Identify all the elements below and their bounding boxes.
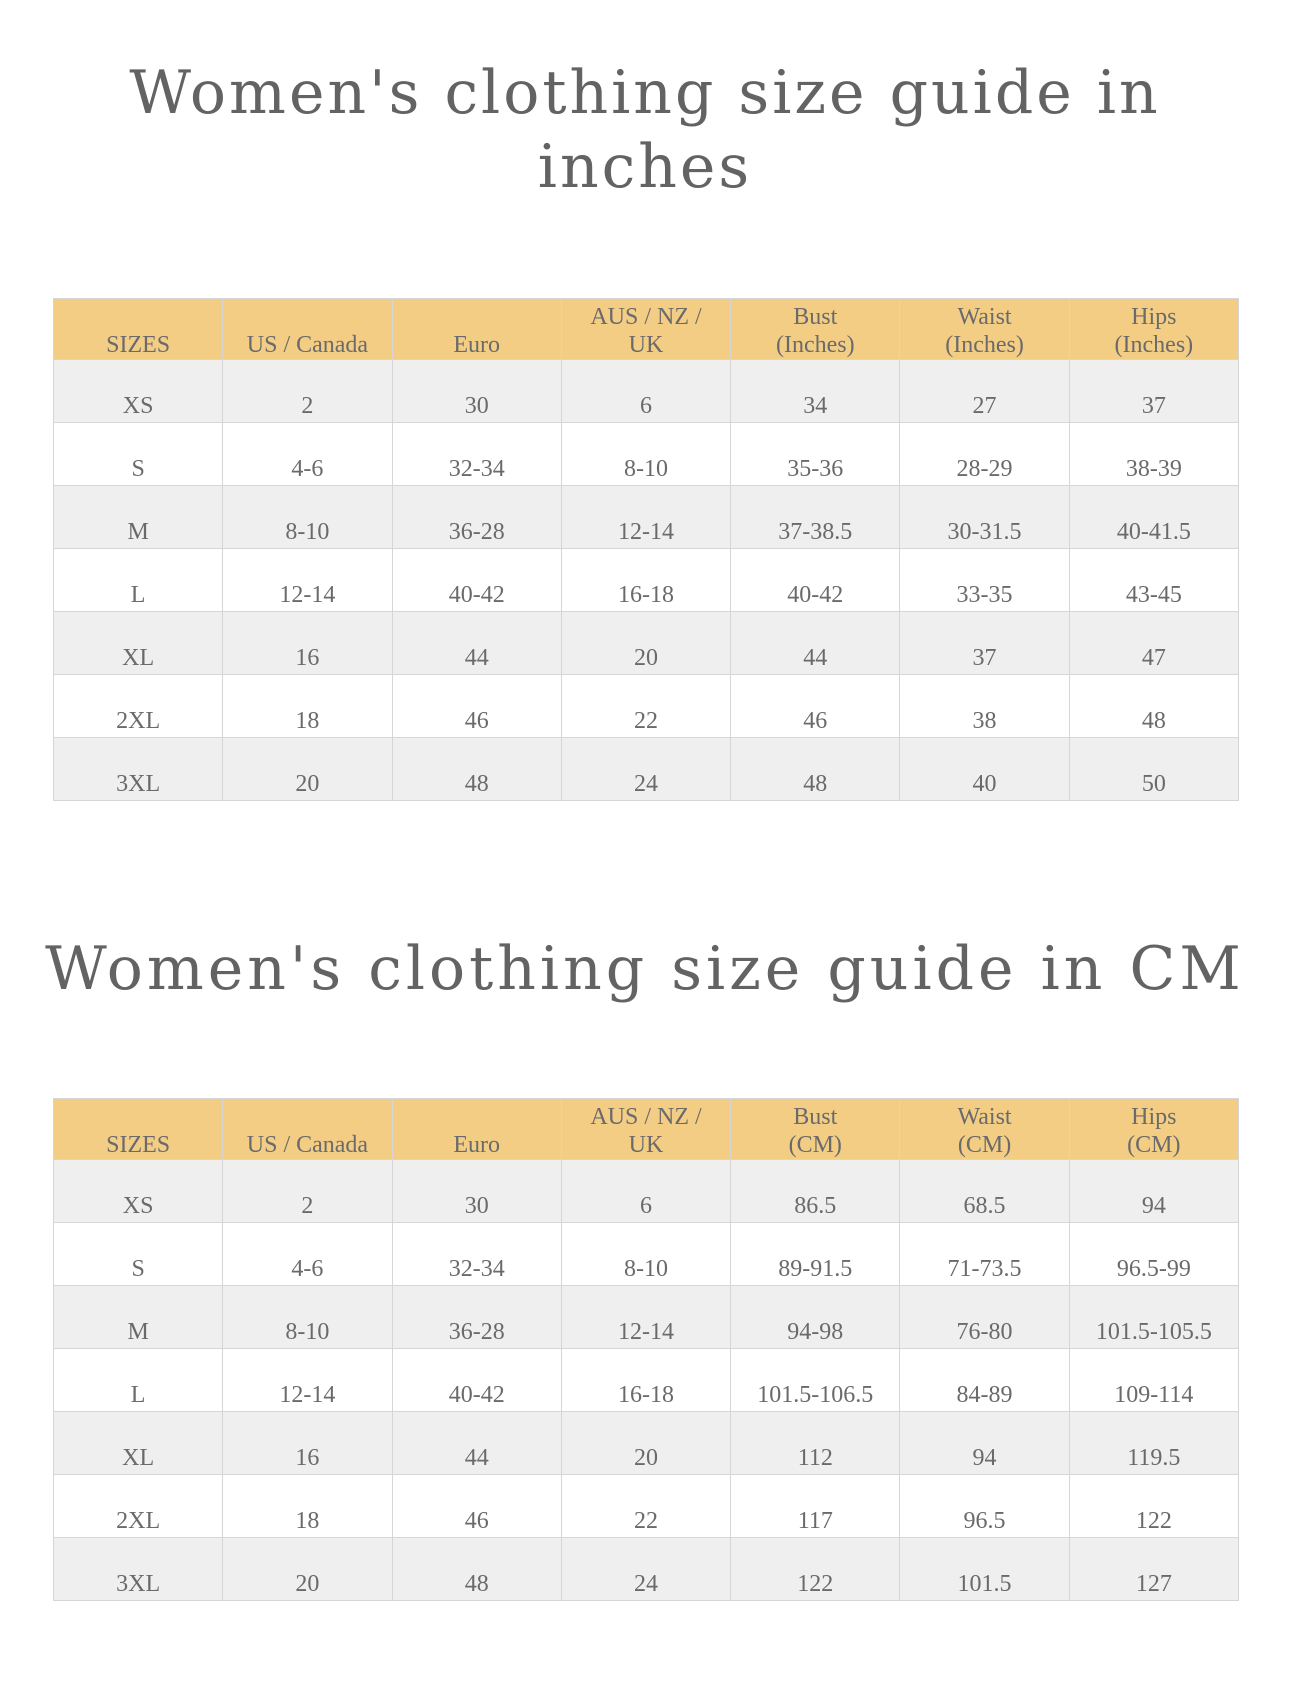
cm-header-line1: Bust [793, 1104, 838, 1130]
table-cell: 4-6 [223, 1223, 392, 1286]
table-row [54, 1349, 1239, 1412]
table-cell: 30 [392, 1160, 561, 1223]
table-cell: 16 [223, 612, 392, 675]
table-cell: 48 [392, 1538, 561, 1601]
inches-header-cell [731, 299, 900, 360]
table-cell: 37 [900, 612, 1069, 675]
table-cell: 36-28 [392, 1286, 561, 1349]
table-cell: 86.5 [731, 1160, 900, 1223]
size-label-cell: M [54, 486, 223, 549]
table-cell: 40-41.5 [1069, 486, 1238, 549]
cm-header-cell [392, 1099, 561, 1160]
table-cell: 24 [561, 738, 730, 801]
table-row [54, 612, 1239, 675]
table-row [54, 1475, 1239, 1538]
size-label-cell: 3XL [54, 738, 223, 801]
cm-header-line2: UK [628, 1132, 664, 1158]
table-cell: 8-10 [561, 423, 730, 486]
inches-header-line1: Hips [1131, 304, 1177, 330]
inches-header-line2: SIZES [106, 332, 171, 358]
cm-header-line2: US / Canada [246, 1132, 369, 1158]
table-cell: 20 [223, 738, 392, 801]
table-cell: 2 [223, 1160, 392, 1223]
inches-header-line1: Waist [957, 304, 1012, 330]
cm-header-line1: AUS / NZ / [590, 1104, 702, 1130]
table-cell: 109-114 [1069, 1349, 1238, 1412]
table-cell: 50 [1069, 738, 1238, 801]
table-cell: 30-31.5 [900, 486, 1069, 549]
table-cell: 35-36 [731, 423, 900, 486]
table-cell: 101.5-106.5 [731, 1349, 900, 1412]
table-cell: 12-14 [561, 1286, 730, 1349]
cm-header-line1: Waist [957, 1104, 1012, 1130]
size-label-cell: M [54, 1286, 223, 1349]
table-cell: 12-14 [223, 549, 392, 612]
cm-header-line1 [223, 1103, 391, 1131]
inches-header-line2: US / Canada [246, 332, 369, 358]
table-cell: 32-34 [392, 423, 561, 486]
table-cell: 84-89 [900, 1349, 1069, 1412]
inches-header-line2: (Inches) [775, 332, 855, 358]
table-cell: 44 [392, 612, 561, 675]
cm-header-cell [54, 1099, 223, 1160]
table-cell: 76-80 [900, 1286, 1069, 1349]
table-cell: 37-38.5 [731, 486, 900, 549]
table-cell: 94 [900, 1412, 1069, 1475]
table-row [54, 1286, 1239, 1349]
table-cell: 32-34 [392, 1223, 561, 1286]
inches-size-table [53, 298, 1239, 801]
table-cell: 122 [731, 1538, 900, 1601]
table-cell: 16-18 [561, 1349, 730, 1412]
table-cell: 38-39 [1069, 423, 1238, 486]
inches-header-cell [561, 299, 730, 360]
table-cell: 40-42 [392, 1349, 561, 1412]
cm-header-cell [561, 1099, 730, 1160]
inches-guide-title-line2: inches [537, 132, 753, 202]
cm-size-table [53, 1098, 1239, 1601]
table-cell: 68.5 [900, 1160, 1069, 1223]
inches-header-cell [392, 299, 561, 360]
table-cell: 2 [223, 360, 392, 423]
inches-header-line1: AUS / NZ / [590, 304, 702, 330]
inches-header-line1 [223, 303, 391, 331]
cm-guide-title: Women's clothing size guide in CM [45, 934, 1245, 1004]
cm-header-line1: Hips [1131, 1104, 1177, 1130]
table-cell: 117 [731, 1475, 900, 1538]
table-cell: 20 [223, 1538, 392, 1601]
table-row [54, 1412, 1239, 1475]
cm-header-line2: (CM) [788, 1132, 842, 1158]
table-cell: 119.5 [1069, 1412, 1238, 1475]
table-row [54, 738, 1239, 801]
inches-header-cell [54, 299, 223, 360]
inches-header-line1 [54, 303, 222, 331]
inches-header-row [54, 299, 1239, 360]
table-cell: 48 [1069, 675, 1238, 738]
table-row [54, 675, 1239, 738]
size-label-cell: 3XL [54, 1538, 223, 1601]
size-label-cell: S [54, 1223, 223, 1286]
table-cell: 46 [392, 675, 561, 738]
table-cell: 96.5-99 [1069, 1223, 1238, 1286]
inches-header-line1 [393, 303, 561, 331]
table-cell: 36-28 [392, 486, 561, 549]
table-row [54, 486, 1239, 549]
cm-table-body [54, 1160, 1239, 1601]
cm-header-cell [731, 1099, 900, 1160]
table-cell: 8-10 [561, 1223, 730, 1286]
table-cell: 27 [900, 360, 1069, 423]
cm-header-cell [223, 1099, 392, 1160]
table-cell: 6 [561, 1160, 730, 1223]
table-row [54, 1160, 1239, 1223]
table-cell: 127 [1069, 1538, 1238, 1601]
table-cell: 71-73.5 [900, 1223, 1069, 1286]
table-cell: 47 [1069, 612, 1238, 675]
table-cell: 48 [392, 738, 561, 801]
table-cell: 4-6 [223, 423, 392, 486]
cm-table-header [54, 1099, 1239, 1160]
inches-table-header [54, 299, 1239, 360]
table-cell: 20 [561, 612, 730, 675]
size-label-cell: 2XL [54, 675, 223, 738]
table-row [54, 360, 1239, 423]
inches-guide-title-line1: Women's clothing size guide in [129, 58, 1161, 128]
table-cell: 89-91.5 [731, 1223, 900, 1286]
size-label-cell: XL [54, 1412, 223, 1475]
size-label-cell: 2XL [54, 1475, 223, 1538]
table-cell: 43-45 [1069, 549, 1238, 612]
table-cell: 37 [1069, 360, 1238, 423]
cm-header-row [54, 1099, 1239, 1160]
table-cell: 101.5 [900, 1538, 1069, 1601]
size-label-cell: L [54, 549, 223, 612]
inches-header-cell [900, 299, 1069, 360]
size-label-cell: XS [54, 1160, 223, 1223]
size-label-cell: XL [54, 612, 223, 675]
inches-header-line2: (Inches) [1114, 332, 1194, 358]
inches-header-cell [1069, 299, 1238, 360]
cm-header-line2: (CM) [957, 1132, 1012, 1158]
table-cell: 112 [731, 1412, 900, 1475]
table-cell: 22 [561, 1475, 730, 1538]
table-cell: 12-14 [561, 486, 730, 549]
table-cell: 22 [561, 675, 730, 738]
table-cell: 6 [561, 360, 730, 423]
inches-header-line1: Bust [793, 304, 838, 330]
table-cell: 44 [731, 612, 900, 675]
table-cell: 40 [900, 738, 1069, 801]
table-row [54, 549, 1239, 612]
table-cell: 40-42 [392, 549, 561, 612]
size-label-cell: S [54, 423, 223, 486]
inches-header-line2: UK [628, 332, 664, 358]
inches-header-cell [223, 299, 392, 360]
table-cell: 24 [561, 1538, 730, 1601]
table-cell: 16-18 [561, 549, 730, 612]
table-cell: 46 [731, 675, 900, 738]
table-cell: 30 [392, 360, 561, 423]
cm-header-line2: SIZES [106, 1132, 171, 1158]
table-cell: 46 [392, 1475, 561, 1538]
table-row [54, 1223, 1239, 1286]
table-cell: 34 [731, 360, 900, 423]
cm-header-cell [900, 1099, 1069, 1160]
table-cell: 8-10 [223, 486, 392, 549]
size-label-cell: L [54, 1349, 223, 1412]
table-cell: 48 [731, 738, 900, 801]
inches-header-line2: Euro [453, 332, 501, 358]
table-cell: 94-98 [731, 1286, 900, 1349]
size-label-cell: XS [54, 360, 223, 423]
table-row [54, 1538, 1239, 1601]
cm-header-line2: (CM) [1127, 1132, 1181, 1158]
inches-header-line2: (Inches) [945, 332, 1024, 358]
table-cell: 18 [223, 1475, 392, 1538]
table-cell: 122 [1069, 1475, 1238, 1538]
table-cell: 16 [223, 1412, 392, 1475]
table-cell: 12-14 [223, 1349, 392, 1412]
table-cell: 18 [223, 675, 392, 738]
cm-header-line1 [54, 1103, 222, 1131]
table-row [54, 423, 1239, 486]
cm-header-line1 [393, 1103, 561, 1131]
inches-table-body [54, 360, 1239, 801]
cm-header-line2: Euro [453, 1132, 501, 1158]
table-cell: 33-35 [900, 549, 1069, 612]
table-cell: 44 [392, 1412, 561, 1475]
table-cell: 20 [561, 1412, 730, 1475]
table-cell: 101.5-105.5 [1069, 1286, 1238, 1349]
inches-guide-title [0, 56, 1290, 204]
table-cell: 38 [900, 675, 1069, 738]
table-cell: 96.5 [900, 1475, 1069, 1538]
cm-header-cell [1069, 1099, 1238, 1160]
table-cell: 28-29 [900, 423, 1069, 486]
table-cell: 40-42 [731, 549, 900, 612]
table-cell: 94 [1069, 1160, 1238, 1223]
table-cell: 8-10 [223, 1286, 392, 1349]
